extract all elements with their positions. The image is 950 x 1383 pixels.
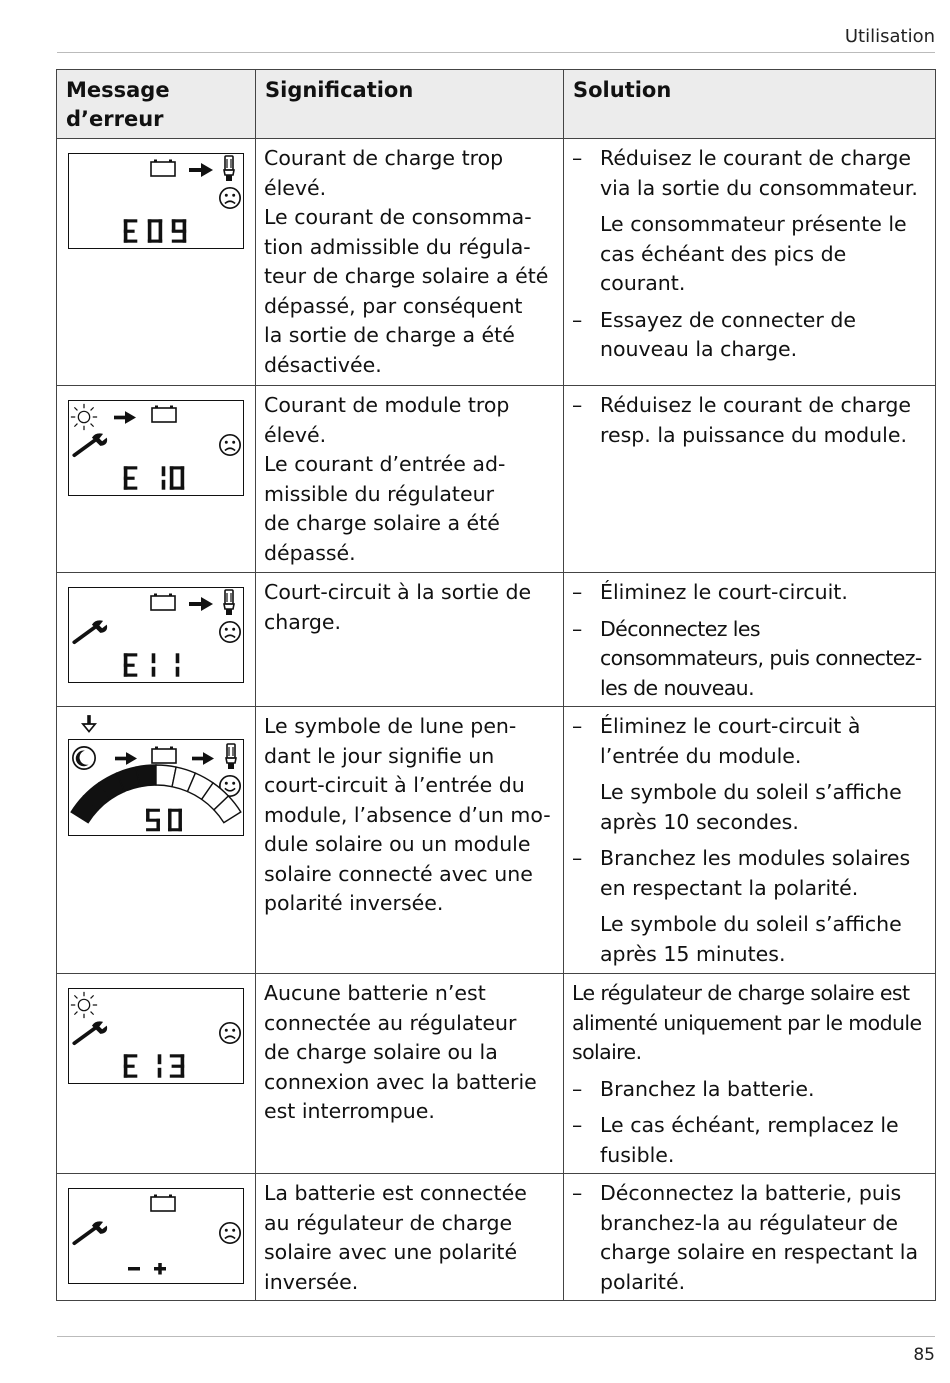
meaning-line: Aucune batterie n’est (264, 981, 486, 1005)
error-display-cell (57, 974, 256, 1174)
footer-rule (57, 1336, 935, 1337)
solution-note: Le symbole du soleil s’affiche après 15 minutes. (600, 912, 902, 966)
solution-cell (564, 974, 936, 1174)
table-row (57, 1174, 936, 1301)
meaning-line: est interrompue. (264, 1099, 435, 1123)
solution-note: Le symbole du soleil s’affiche après 10 secondes. (600, 780, 902, 834)
solution-item (572, 615, 929, 704)
solution-text: Éliminez le court-circuit à l’entrée du module. (600, 714, 861, 768)
solution-text: Réduisez le courant de charge via la sortie du consommateur. (600, 146, 918, 200)
meaning-line: désactivée. (264, 352, 382, 377)
meaning-line: Courant de charge trop (264, 146, 504, 170)
solution-cell (564, 139, 936, 386)
solution-list (572, 578, 929, 703)
meaning-line: court-circuit à l’entrée du (264, 773, 525, 797)
solution-text: Éliminez le court-circuit. (600, 580, 848, 604)
meaning-cell (256, 139, 564, 386)
solution-list (572, 1075, 929, 1171)
error-table (56, 69, 936, 1301)
meaning-line: dépassé, par conséquent (264, 293, 523, 318)
meaning-line: solaire connecté avec une (264, 861, 533, 886)
header-rule (57, 52, 935, 53)
solution-cell (564, 1174, 936, 1301)
solution-text: Branchez les modules solaires en respectant la polarité. (600, 846, 911, 900)
meaning-cell (256, 974, 564, 1174)
dash-bullet: – (572, 580, 583, 604)
col-header-solution: Solution (564, 70, 936, 139)
meaning-line: Court-circuit à la sortie de (264, 580, 532, 604)
dash-bullet: – (572, 1113, 583, 1137)
meaning-line: connectée au régulateur (264, 1010, 517, 1035)
solution-item (572, 391, 929, 450)
running-head: Utilisation (844, 26, 935, 47)
error-display-cell (57, 386, 256, 573)
solution-item (572, 844, 929, 969)
meaning-line: de charge solaire a été (264, 511, 500, 535)
dash-bullet: – (572, 393, 583, 417)
meaning-cell (256, 386, 564, 573)
arrow-down-icon (81, 715, 97, 733)
solution-text: Déconnectez la batterie, puis branchez-la au régulateur de charge solaire en respectant la polarité. (600, 1181, 919, 1294)
meaning-line: dépassé. (264, 540, 356, 565)
solution-list (572, 391, 929, 450)
meaning-line: connexion avec la batterie (264, 1069, 537, 1094)
error-display-cell (57, 1174, 256, 1301)
table-row (57, 139, 936, 386)
solution-item (572, 1075, 929, 1105)
solution-cell (564, 386, 936, 573)
lcd-display-50 (68, 715, 246, 837)
dash-bullet: – (572, 1076, 583, 1101)
meaning-line: charge. (264, 609, 342, 634)
meaning-line: élevé. (264, 422, 327, 447)
meaning-line: missible du régulateur (264, 481, 495, 506)
lcd-display-e11 (68, 587, 244, 683)
error-display-cell (57, 707, 256, 974)
meaning-line: module, l’absence d’un mo- (264, 802, 551, 827)
table-row (57, 386, 936, 573)
meaning-line: Le symbole de lune pen- (264, 714, 517, 738)
meaning-cell (256, 707, 564, 974)
col-header-meaning: Signification (256, 70, 564, 139)
dash-bullet: – (572, 307, 583, 332)
solution-item (572, 1179, 929, 1297)
meaning-line: de charge solaire ou la (264, 1040, 498, 1064)
table-row (57, 573, 936, 707)
solution-item (572, 144, 929, 299)
dash-bullet: – (572, 846, 583, 870)
lcd-display-e09 (68, 153, 244, 249)
dash-bullet: – (572, 1181, 583, 1205)
dash-bullet: – (572, 146, 583, 170)
solution-text: Réduisez le courant de charge resp. la puissance du module. (600, 393, 912, 447)
lcd-display-e13 (68, 988, 244, 1084)
meaning-line: inversée. (264, 1269, 359, 1294)
solution-list (572, 1179, 929, 1297)
solution-item (572, 1111, 929, 1170)
meaning-line: La batterie est connectée (264, 1181, 527, 1205)
meaning-line: la sortie de charge a été (264, 323, 515, 347)
error-display-cell (57, 573, 256, 707)
solution-text: Branchez la batterie. (600, 1076, 815, 1101)
solution-text: Essayez de connecter de nouveau la charge. (600, 307, 856, 361)
meaning-line: Le courant de consomma- (264, 205, 532, 229)
solution-text: Le cas échéant, remplacez le fusible. (600, 1113, 899, 1167)
meaning-line: Courant de module trop (264, 393, 510, 417)
table-row (57, 974, 936, 1174)
col-header-message: Message d’erreur (57, 70, 256, 139)
lcd-display-polarity (68, 1188, 244, 1284)
solution-intro: Le régulateur de charge solaire est alimenté uniquement par le module solaire. (572, 981, 922, 1064)
solution-cell (564, 707, 936, 974)
solution-item (572, 306, 929, 365)
meaning-line: dule solaire ou un module (264, 832, 531, 856)
solution-item (572, 712, 929, 837)
solution-item (572, 578, 929, 608)
meaning-line: teur de charge solaire a été (264, 264, 549, 288)
meaning-line: au régulateur de charge (264, 1210, 513, 1235)
solution-list (572, 144, 929, 365)
table-header-row (57, 70, 936, 139)
meaning-cell (256, 1174, 564, 1301)
meaning-line: tion admissible du régula- (264, 234, 531, 259)
page-number: 85 (913, 1345, 935, 1365)
solution-text: Déconnectez les consommateurs, puis connectez-les de nouveau. (600, 616, 922, 700)
table-row (57, 707, 936, 974)
lcd-display-e10 (68, 400, 244, 496)
meaning-line: dant le jour signifie un (264, 743, 495, 768)
error-display-cell (57, 139, 256, 386)
meaning-line: polarité inversée. (264, 891, 444, 915)
solution-note: Le consommateur présente le cas échéant des pics de courant. (600, 212, 907, 295)
meaning-line: élevé. (264, 175, 327, 200)
solution-cell (564, 573, 936, 707)
meaning-line: solaire avec une polarité (264, 1240, 518, 1264)
dash-bullet: – (572, 714, 583, 738)
meaning-line: Le courant d’entrée ad- (264, 452, 506, 476)
meaning-cell (256, 573, 564, 707)
dash-bullet: – (572, 616, 583, 641)
solution-list (572, 712, 929, 969)
gauge-segment (136, 765, 156, 787)
